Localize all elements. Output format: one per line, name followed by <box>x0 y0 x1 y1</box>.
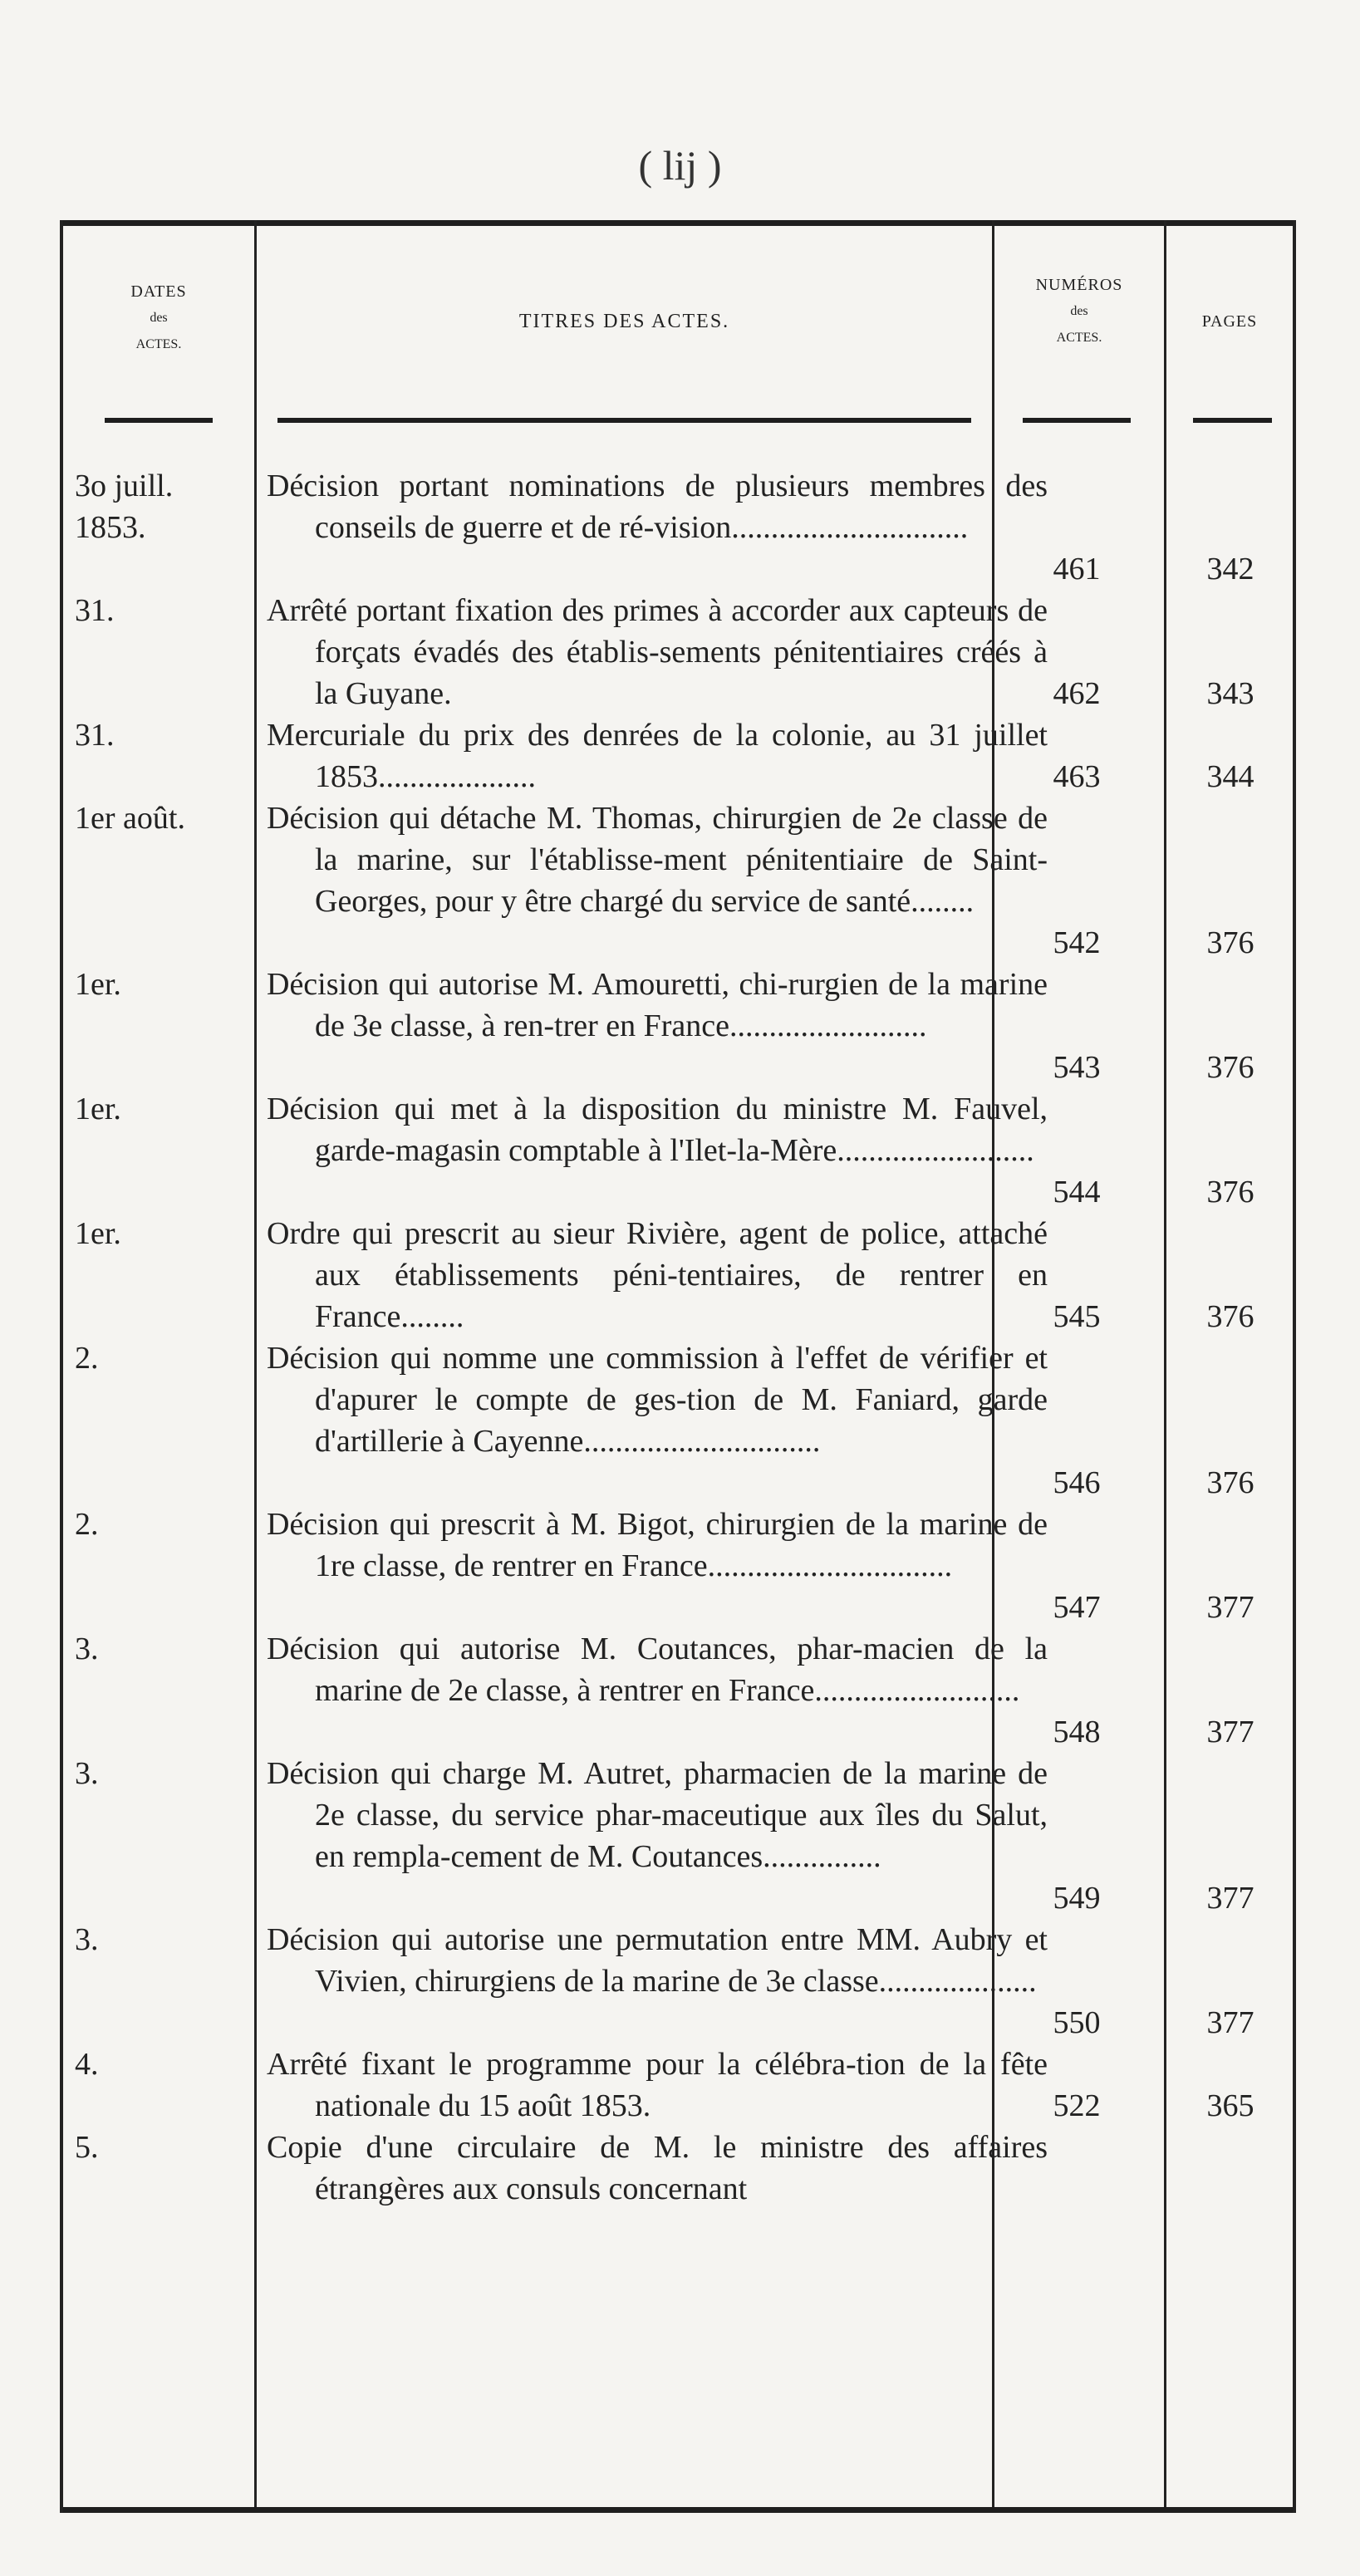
row-date-line: 1er. <box>75 1092 121 1126</box>
row-date <box>63 2127 254 2168</box>
row-title <box>267 1337 1048 1462</box>
top-rule <box>63 220 1293 226</box>
row-date-line: 31. <box>75 718 115 753</box>
row-number: 543 <box>1053 1050 1101 1085</box>
row-date <box>63 797 254 839</box>
row-page: 376 <box>1206 925 1254 960</box>
row-title <box>267 714 1048 797</box>
row-title-text: Copie d'une circulaire de M. le ministre des affaires étrangères aux consuls concernant <box>267 2130 1048 2206</box>
row-title-text: Décision qui autorise M. Coutances, phar-macien de la marine de 2e classe, à rentrer en France.......................... <box>267 1631 1048 1708</box>
row-date-line: 2. <box>75 1507 99 1542</box>
row-number: 462 <box>1053 676 1101 711</box>
row-title-text: Décision qui prescrit à M. Bigot, chirurgien de la marine de 1re classe, de rentrer en France............................... <box>267 1507 1048 1583</box>
table-of-acts <box>60 220 1296 2513</box>
row-number: 548 <box>1053 1715 1101 1749</box>
row-date-line: 3. <box>75 1756 99 1791</box>
row-number: 547 <box>1053 1590 1101 1625</box>
row-date <box>63 714 254 756</box>
header-numeros-line2: des <box>1070 304 1088 318</box>
row-date <box>63 1628 254 1670</box>
row-title-text: Décision portant nominations de plusieurs membres des conseils de guerre et de ré-vision.............................. <box>267 469 1048 545</box>
row-page: 377 <box>1206 2005 1254 2040</box>
row-page: 376 <box>1206 1175 1254 1209</box>
row-date <box>63 1919 254 1960</box>
row-number: 461 <box>1053 552 1101 586</box>
row-date-line: 5. <box>75 2130 99 2165</box>
row-title-text: Décision qui autorise M. Amouretti, chi-rurgien de la marine de 3e classe, à ren-trer en France......................... <box>267 967 1048 1043</box>
header-titles <box>257 308 992 335</box>
row-page: 377 <box>1206 1715 1254 1749</box>
underline-dates <box>105 418 213 423</box>
row-title <box>267 964 1048 1047</box>
column-divider-3 <box>1164 220 1166 2513</box>
row-number: 542 <box>1053 925 1101 960</box>
row-number: 545 <box>1053 1299 1101 1334</box>
row-title-text: Décision qui met à la disposition du ministre M. Fauvel, garde-magasin comptable à l'Ilet-la-Mère......................... <box>267 1092 1048 1168</box>
header-dates-line3: ACTES. <box>135 337 182 351</box>
row-date <box>63 2044 254 2085</box>
row-date-line: 3. <box>75 1922 99 1957</box>
row-title <box>267 1753 1048 1877</box>
row-page: 376 <box>1206 1050 1254 1085</box>
underline-numeros <box>1023 418 1131 423</box>
row-page: 342 <box>1206 552 1254 586</box>
header-numeros-line1: NUMÉROS <box>1035 276 1123 294</box>
row-date-line: 1853. <box>75 510 146 545</box>
header-pages <box>1166 308 1293 335</box>
underline-titles <box>277 418 971 423</box>
row-number: 544 <box>1053 1175 1101 1209</box>
row-title <box>267 1504 1048 1587</box>
row-page: 365 <box>1206 2088 1254 2123</box>
row-page: 376 <box>1206 1299 1254 1334</box>
header-dates <box>63 278 254 358</box>
row-title <box>267 1919 1048 2002</box>
header-pages-label: PAGES <box>1201 312 1258 331</box>
row-page: 377 <box>1206 1590 1254 1625</box>
row-title-text: Décision qui charge M. Autret, pharmacien de la marine de 2e classe, du service phar-maceutique aux îles du Salut, en rempla-cement de M. Coutances............... <box>267 1756 1048 1874</box>
column-divider-1 <box>254 220 257 2513</box>
row-title <box>267 797 1048 922</box>
underline-pages <box>1193 418 1272 423</box>
row-date <box>63 465 254 548</box>
row-title-text: Arrêté portant fixation des primes à accorder aux capteurs de forçats évadés des établis-sements pénitentiaires créés à la Guyane. <box>267 593 1048 711</box>
row-number: 550 <box>1053 2005 1101 2040</box>
row-date <box>63 1753 254 1794</box>
row-title-text: Décision qui autorise une permutation entre MM. Aubry et Vivien, chirurgiens de la marine de 3e classe.................... <box>267 1922 1048 1999</box>
bottom-rule <box>63 2507 1293 2513</box>
row-date-line: 2. <box>75 1341 99 1376</box>
row-date <box>63 1337 254 1379</box>
row-date-line: 3. <box>75 1631 99 1666</box>
row-page: 377 <box>1206 1881 1254 1916</box>
row-title <box>267 1213 1048 1337</box>
row-page: 376 <box>1206 1465 1254 1500</box>
row-title-text: Décision qui détache M. Thomas, chirurgien de 2e classe de la marine, sur l'établisse-ment pénitentiaire de Saint-Georges, pour y être chargé du service de santé........ <box>267 801 1048 919</box>
row-number: 463 <box>1053 759 1101 794</box>
row-number: 522 <box>1053 2088 1101 2123</box>
row-date-line: 1er août. <box>75 801 185 836</box>
row-title-text: Arrêté fixant le programme pour la célébra-tion de la fête nationale du 15 août 1853. <box>267 2047 1048 2123</box>
row-title <box>267 465 1048 548</box>
row-title <box>267 2044 1048 2127</box>
row-number: 546 <box>1053 1465 1101 1500</box>
row-title <box>267 1088 1048 1171</box>
row-date-line: 31. <box>75 593 115 628</box>
row-date <box>63 1213 254 1254</box>
row-title-text: Mercuriale du prix des denrées de la colonie, au 31 juillet 1853.................... <box>267 718 1048 794</box>
row-title <box>267 2127 1048 2210</box>
row-title-text: Décision qui nomme une commission à l'effet de vérifier et d'apurer le compte de ges-tion de M. Faniard, garde d'artillerie à Cayenne.............................. <box>267 1341 1048 1459</box>
row-date <box>63 1088 254 1130</box>
row-date-line: 1er. <box>75 1216 121 1251</box>
header-titles-label: TITRES DES ACTES. <box>518 311 730 332</box>
row-number: 549 <box>1053 1881 1101 1916</box>
page-number: ( lij ) <box>638 142 722 189</box>
row-date-line: 3o juill. <box>75 469 174 503</box>
header-numeros <box>994 272 1164 351</box>
row-date <box>63 964 254 1005</box>
row-page: 343 <box>1206 676 1254 711</box>
header-numeros-line3: ACTES. <box>1056 331 1102 345</box>
row-date <box>63 1504 254 1545</box>
row-date-line: 1er. <box>75 967 121 1002</box>
row-title-text: Ordre qui prescrit au sieur Rivière, agent de police, attaché aux établissements péni-tentiaires, de rentrer en France........ <box>267 1216 1048 1334</box>
row-date-line: 4. <box>75 2047 99 2082</box>
header-dates-line1: DATES <box>130 282 187 301</box>
row-date <box>63 590 254 631</box>
header-dates-line2: des <box>150 311 168 325</box>
row-title <box>267 590 1048 714</box>
row-page: 344 <box>1206 759 1254 794</box>
row-title <box>267 1628 1048 1711</box>
